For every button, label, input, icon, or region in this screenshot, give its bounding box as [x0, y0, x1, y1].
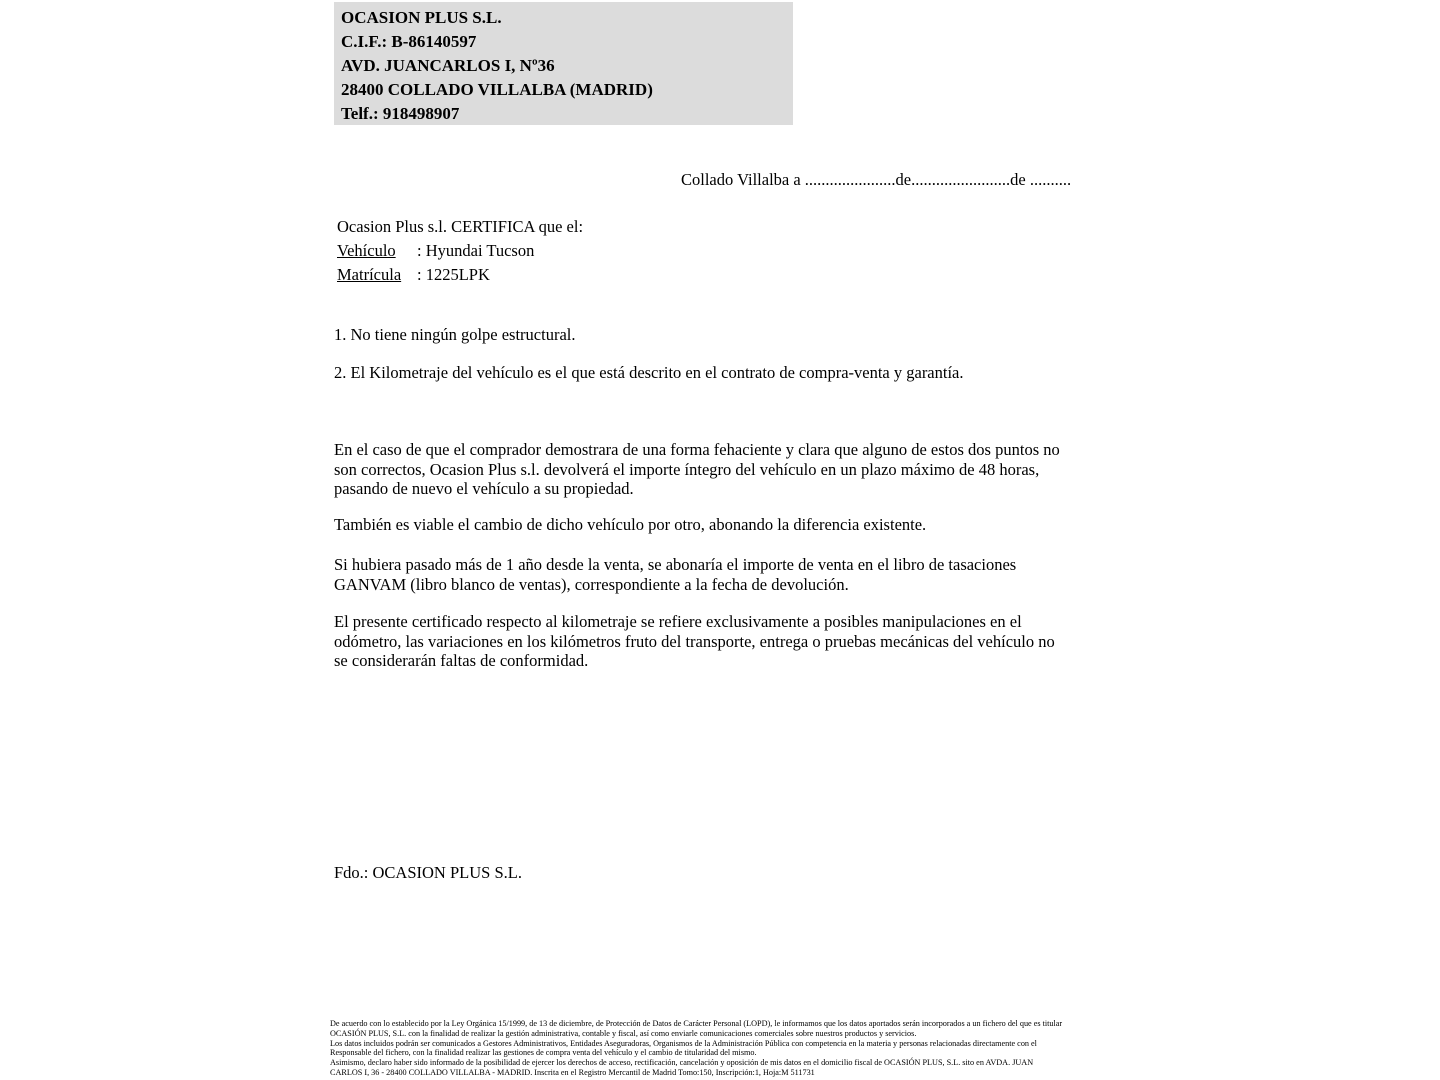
text-line: pasando de nuevo el vehículo a su propiedad. [334, 479, 634, 499]
text-line: El presente certificado respecto al kilometraje se refiere exclusivamente a posibles manipulaciones en el [334, 612, 1022, 631]
text-line: Responsable del fichero, con la finalidad realizar las gestiones de compra venta del vehículo y el cambio de titularidad del mismo. [330, 1048, 757, 1058]
vehicle-label: Vehículo [337, 240, 396, 260]
company-address: AVD. JUANCARLOS I, Nº36 [341, 56, 555, 75]
paragraph-ganvam-valuation [334, 555, 1016, 594]
text-line: En el caso de que el comprador demostrara de una forma fehaciente y clara que alguno de estos dos puntos no [334, 440, 1060, 459]
text-line: son correctos, Ocasion Plus s.l. devolverá el importe íntegro del vehículo en un plazo máximo de 48 horas, [334, 459, 1040, 479]
vehicle-value: : Hyundai Tucson [417, 240, 535, 260]
company-cif: C.I.F.: B-86140597 [341, 32, 477, 51]
text-line: OCASIÓN PLUS, S.L. con la finalidad de realizar la gestión administrativa, contable y fiscal, así como enviarle comunicaciones comerciales sobre nuestros productos y servicios. [330, 1028, 917, 1038]
plate-label: Matrícula [337, 264, 402, 284]
certification-block [337, 215, 583, 286]
certify-statement: Ocasion Plus s.l. CERTIFICA que el: [337, 217, 584, 236]
paragraph-odometer-disclaimer [334, 612, 1055, 671]
text-line: También es viable el cambio de dicho vehículo por otro, abonando la diferencia existente. [334, 515, 927, 534]
text-line: Asimismo, declaro haber sido informado de la posibilidad de ejercer los derechos de acceso, rectificación, cancelación y oposición de mis datos en el domicilio fiscal de OCASIÓN PLUS, S.L. sito en AVDA. JUAN [330, 1058, 1034, 1067]
legal-footer [330, 1019, 1062, 1078]
text-line: CARLOS I, 36 - 28400 COLLADO VILLALBA - MADRID. Inscrita en el Registro Mercantil de Madrid Tomo:150, Inscripción:1, Hoja:M 511731 [330, 1067, 815, 1077]
paragraph-exchange-option [334, 515, 926, 535]
company-city: 28400 COLLADO VILLALBA (MADRID) [341, 80, 653, 99]
signature-line: Fdo.: OCASION PLUS S.L. [334, 863, 522, 882]
vehicle-field-row [337, 239, 583, 263]
company-name: OCASION PLUS S.L. [341, 8, 502, 27]
text-line: odómetro, las variaciones en los kilómetros fruto del transporte, entrega o pruebas mecánicas del vehículo no [334, 631, 1055, 651]
letterhead [334, 2, 793, 125]
text-line: Los datos incluidos podrán ser comunicados a Gestores Administrativos, Entidades Aseguradoras, Organismos de la Administración Pública con competencia en la materia y personas relacionadas directamente con el [330, 1038, 1037, 1048]
plate-value: : 1225LPK [417, 264, 490, 284]
clause-mileage: 2. El Kilometraje del vehículo es el que está descrito en el contrato de compra-venta y garantía. [334, 363, 964, 382]
text-line: De acuerdo con lo establecido por la Ley Orgánica 15/1999, de 13 de diciembre, de Protección de Datos de Carácter Personal (LOPD), le informamos que los datos aportados serán incorporados a un fichero del que es titular [330, 1019, 1063, 1028]
date-line: Collado Villalba a ......................de........................de .......... [681, 170, 1072, 189]
paragraph-refund-policy [334, 440, 1060, 499]
text-line: se considerarán faltas de conformidad. [334, 651, 589, 671]
clause-structural-damage: 1. No tiene ningún golpe estructural. [334, 325, 576, 344]
plate-field-row [337, 263, 583, 287]
text-line: Si hubiera pasado más de 1 año desde la venta, se abonaría el importe de venta en el libro de tasaciones [334, 555, 1017, 574]
company-phone: Telf.: 918498907 [341, 104, 460, 123]
text-line: GANVAM (libro blanco de ventas), correspondiente a la fecha de devolución. [334, 574, 849, 594]
